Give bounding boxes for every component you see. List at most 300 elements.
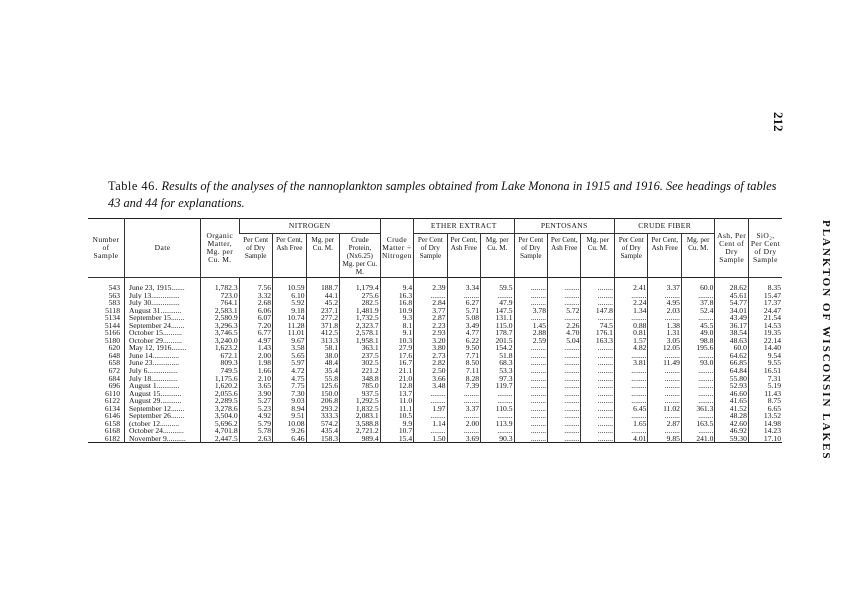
table-row	[88, 344, 782, 352]
cell-sample: 658	[108, 359, 121, 368]
cell-crude-matter: 10.7	[380, 427, 413, 435]
cell-sio2: 19.35	[748, 329, 782, 337]
cell-sio2: 17.10	[748, 435, 782, 443]
cell-n-mg: 293.2	[306, 405, 339, 413]
cell-ether-ash-free: ........	[447, 427, 480, 435]
cell-fiber-pct-dry: 2.24	[614, 299, 647, 307]
table-row	[88, 405, 782, 413]
table-row	[88, 435, 782, 443]
cell-n-mg: 125.6	[306, 382, 339, 390]
cell-ash: 42.60	[715, 420, 748, 428]
cell-sio2: 14.40	[748, 344, 782, 352]
cell-n-pct-dry: 2.00	[239, 352, 272, 360]
header-ether-extract: ETHER EXTRACT	[414, 219, 514, 234]
cell-date: (ctober 12..........	[125, 420, 201, 428]
cell-fiber-mg: 241.0	[681, 435, 715, 443]
cell-n-ash-free: 11.28	[273, 322, 306, 330]
header-ether-ash-free: Per Cent, Ash Free	[447, 234, 480, 278]
header-nitrogen-mg: Mg. per Cu. M.	[306, 234, 339, 278]
cell-sample: 672	[108, 367, 121, 375]
cell-fiber-ash-free: ........	[648, 397, 681, 405]
cell-sample: 563	[108, 291, 121, 300]
header-sample: Number of Sample	[88, 219, 125, 278]
table-row	[88, 427, 782, 435]
cell-ether-pct-dry: ........	[414, 390, 447, 398]
cell-n-pct-dry: 1.43	[239, 344, 272, 352]
cell-n-mg: 35.4	[306, 367, 339, 375]
cell-n-mg: 48.4	[306, 359, 339, 367]
cell-fiber-ash-free: ........	[648, 352, 681, 360]
cell-ether-ash-free: 3.37	[447, 405, 480, 413]
cell-date: October 24...........	[125, 427, 201, 435]
cell-fiber-mg: 45.5	[681, 322, 715, 330]
cell-crude-protein: 1,292.5	[340, 397, 381, 405]
cell-crude-protein: 1,732.5	[340, 314, 381, 322]
table-row	[88, 397, 782, 405]
cell-pent-pct-dry: ........	[514, 367, 547, 375]
cell-crude-protein: 989.4	[340, 435, 381, 443]
cell-n-pct-dry: 3.90	[239, 390, 272, 398]
cell-ash: 46.60	[715, 390, 748, 398]
header-row-groups	[88, 219, 782, 234]
cell-pent-pct-dry: ........	[514, 435, 547, 443]
cell-n-pct-dry: 2.63	[239, 435, 272, 443]
cell-pent-mg: ........	[581, 375, 615, 383]
cell-crude-matter: 10.5	[380, 412, 413, 420]
table-row	[88, 307, 782, 315]
cell-crude-protein: 2,721.2	[340, 427, 381, 435]
cell-crude-protein: 1,481.9	[340, 307, 381, 315]
cell-pent-ash-free: ........	[548, 292, 581, 300]
cell-sample: 6146	[104, 412, 121, 420]
cell-pent-pct-dry: ........	[514, 352, 547, 360]
table-row	[88, 367, 782, 375]
cell-crude-protein: 1,832.5	[340, 405, 381, 413]
cell-ether-ash-free: 5.71	[447, 307, 480, 315]
table-row	[88, 375, 782, 383]
cell-n-pct-dry: 5.23	[239, 405, 272, 413]
cell-n-pct-dry: 5.79	[239, 420, 272, 428]
cell-sio2: 13.52	[748, 412, 782, 420]
cell-ash: 38.54	[715, 329, 748, 337]
cell-fiber-ash-free: 2.87	[648, 420, 681, 428]
cell-n-ash-free: 7.75	[273, 382, 306, 390]
cell-ether-pct-dry: 2.73	[414, 352, 447, 360]
cell-ether-ash-free: 4.77	[447, 329, 480, 337]
cell-organic: 1,623.2	[201, 344, 240, 352]
cell-sample: 684	[108, 374, 121, 383]
cell-pent-ash-free: ........	[548, 367, 581, 375]
cell-pent-ash-free: ........	[548, 359, 581, 367]
cell-organic: 3,296.3	[201, 322, 240, 330]
cell-crude-protein: 785.0	[340, 382, 381, 390]
cell-pent-mg: ........	[581, 344, 615, 352]
cell-fiber-mg: ........	[681, 367, 715, 375]
cell-crude-protein: 221.2	[340, 367, 381, 375]
cell-pent-pct-dry: 1.45	[514, 322, 547, 330]
cell-n-ash-free: 6.10	[273, 292, 306, 300]
cell-fiber-pct-dry: 1.65	[614, 420, 647, 428]
cell-fiber-pct-dry: 6.45	[614, 405, 647, 413]
cell-ash: 60.0	[715, 344, 748, 352]
cell-fiber-pct-dry: 4.01	[614, 435, 647, 443]
cell-fiber-pct-dry: 0.81	[614, 329, 647, 337]
cell-fiber-pct-dry: ........	[614, 412, 647, 420]
cell-date: November 9..........	[125, 435, 201, 443]
cell-pent-ash-free: 5.04	[548, 337, 581, 345]
cell-fiber-pct-dry: ........	[614, 382, 647, 390]
cell-crude-protein: 2,083.1	[340, 412, 381, 420]
cell-organic: 1,175.6	[201, 375, 240, 383]
cell-pent-mg: 147.8	[581, 307, 615, 315]
cell-ether-mg: ........	[481, 292, 514, 300]
cell-ether-ash-free: 7.71	[447, 352, 480, 360]
cell-fiber-ash-free: 9.85	[648, 435, 681, 443]
cell-pent-mg: ........	[581, 367, 615, 375]
cell-n-ash-free: 5.92	[273, 299, 306, 307]
cell-n-pct-dry: 3.32	[239, 292, 272, 300]
cell-ether-mg: ........	[481, 390, 514, 398]
cell-pent-ash-free: ........	[548, 375, 581, 383]
cell-ether-mg: 131.1	[481, 314, 514, 322]
cell-fiber-pct-dry: 3.81	[614, 359, 647, 367]
cell-organic: 3,278.6	[201, 405, 240, 413]
cell-pent-ash-free: ........	[548, 435, 581, 443]
cell-sio2: 8.75	[748, 397, 782, 405]
cell-crude-protein: 2,323.7	[340, 322, 381, 330]
cell-ether-mg: 119.7	[481, 382, 514, 390]
cell-organic: 1,620.2	[201, 382, 240, 390]
cell-date: June 23..............	[125, 359, 201, 367]
cell-ether-mg: 47.9	[481, 299, 514, 307]
cell-pent-pct-dry: ........	[514, 359, 547, 367]
cell-fiber-mg: 49.0	[681, 329, 715, 337]
cell-pent-pct-dry: ........	[514, 405, 547, 413]
cell-fiber-mg: ........	[681, 314, 715, 322]
cell-ether-mg: 115.0	[481, 322, 514, 330]
table-row	[88, 278, 782, 292]
cell-ether-pct-dry: 2.84	[414, 299, 447, 307]
cell-ether-ash-free: ........	[447, 390, 480, 398]
cell-fiber-pct-dry: ........	[614, 397, 647, 405]
cell-n-ash-free: 6.46	[273, 435, 306, 443]
cell-crude-protein: 2,578.1	[340, 329, 381, 337]
header-ash: Ash, Per Cent of Dry Sample	[715, 219, 748, 278]
cell-crude-matter: 27.9	[380, 344, 413, 352]
cell-fiber-mg: 361.3	[681, 405, 715, 413]
cell-pent-pct-dry: ........	[514, 420, 547, 428]
cell-n-ash-free: 7.30	[273, 390, 306, 398]
cell-n-ash-free: 4.75	[273, 375, 306, 383]
cell-organic: 2,289.5	[201, 397, 240, 405]
cell-crude-protein: 937.5	[340, 390, 381, 398]
cell-n-mg: 277.2	[306, 314, 339, 322]
cell-crude-protein: 1,958.1	[340, 337, 381, 345]
cell-crude-matter: 8.1	[380, 322, 413, 330]
cell-organic: 672.1	[201, 352, 240, 360]
cell-organic: 2,583.1	[201, 307, 240, 315]
cell-ether-mg: 113.9	[481, 420, 514, 428]
cell-ether-pct-dry: 1.14	[414, 420, 447, 428]
cell-pent-ash-free: ........	[548, 382, 581, 390]
cell-ether-ash-free: 8.50	[447, 359, 480, 367]
cell-ether-pct-dry: 1.97	[414, 405, 447, 413]
cell-sio2: 14.98	[748, 420, 782, 428]
cell-fiber-mg: ........	[681, 412, 715, 420]
table-row	[88, 359, 782, 367]
cell-sample: 620	[108, 344, 121, 352]
cell-n-pct-dry: 4.97	[239, 337, 272, 345]
cell-fiber-pct-dry: 2.41	[614, 278, 647, 292]
cell-fiber-mg: ........	[681, 397, 715, 405]
cell-crude-matter: 21.0	[380, 375, 413, 383]
table-row	[88, 322, 782, 330]
cell-fiber-ash-free: 3.05	[648, 337, 681, 345]
cell-sio2: 16.51	[748, 367, 782, 375]
cell-date: July 30...............	[125, 299, 201, 307]
cell-pent-mg: ........	[581, 435, 615, 443]
cell-ether-pct-dry: ........	[414, 412, 447, 420]
caption-text: Results of the analyses of the nannoplankton samples obtained from Lake Monona in 1915 and 1916. See headings of tables 43 and 44 for explanations.	[108, 179, 777, 210]
cell-ether-ash-free: 7.11	[447, 367, 480, 375]
cell-n-pct-dry: 6.06	[239, 307, 272, 315]
table-label: Table 46.	[108, 179, 159, 193]
cell-pent-pct-dry: ........	[514, 382, 547, 390]
cell-organic: 749.5	[201, 367, 240, 375]
cell-sample: 5118	[105, 306, 121, 315]
cell-ether-pct-dry: ........	[414, 397, 447, 405]
cell-sio2: 6.65	[748, 405, 782, 413]
table-row	[88, 329, 782, 337]
cell-fiber-ash-free: ........	[648, 390, 681, 398]
table-row	[88, 292, 782, 300]
cell-n-pct-dry: 1.98	[239, 359, 272, 367]
table-body	[88, 278, 782, 443]
cell-date: August 1............	[125, 382, 201, 390]
cell-fiber-mg: ........	[681, 375, 715, 383]
cell-date: June 23, 1915.......	[125, 278, 201, 292]
cell-crude-matter: 15.4	[380, 435, 413, 443]
cell-n-mg: 237.1	[306, 307, 339, 315]
cell-n-mg: 313.3	[306, 337, 339, 345]
cell-n-ash-free: 3.58	[273, 344, 306, 352]
cell-n-ash-free: 4.72	[273, 367, 306, 375]
header-crude-fiber: CRUDE FIBER	[614, 219, 714, 234]
cell-fiber-pct-dry: ........	[614, 367, 647, 375]
cell-n-ash-free: 9.03	[273, 397, 306, 405]
cell-sample: 543	[108, 283, 121, 292]
cell-pent-mg: ........	[581, 412, 615, 420]
cell-sio2: 15.47	[748, 292, 782, 300]
cell-ether-mg: 51.8	[481, 352, 514, 360]
cell-ether-ash-free: ........	[447, 412, 480, 420]
header-date: Date	[125, 219, 201, 278]
cell-fiber-ash-free: 1.31	[648, 329, 681, 337]
cell-date: August 31...........	[125, 307, 201, 315]
cell-ash: 41.65	[715, 397, 748, 405]
cell-ash: 52.93	[715, 382, 748, 390]
header-organic: Organic Matter, Mg. per Cu. M.	[201, 219, 240, 278]
cell-pent-pct-dry: ........	[514, 292, 547, 300]
cell-n-mg: 188.7	[306, 278, 339, 292]
header-fiber-pct-dry: Per Cent of Dry Sample	[614, 234, 647, 278]
cell-n-ash-free: 5.65	[273, 352, 306, 360]
table-row	[88, 352, 782, 360]
cell-n-ash-free: 8.94	[273, 405, 306, 413]
cell-fiber-ash-free: 1.38	[648, 322, 681, 330]
cell-fiber-ash-free: ........	[648, 375, 681, 383]
cell-sample: 5134	[104, 314, 121, 322]
cell-fiber-pct-dry: ........	[614, 375, 647, 383]
cell-n-ash-free: 10.74	[273, 314, 306, 322]
cell-n-pct-dry: 1.66	[239, 367, 272, 375]
cell-ether-mg: 178.7	[481, 329, 514, 337]
cell-fiber-mg: 60.0	[681, 278, 715, 292]
cell-crude-protein: 275.6	[340, 292, 381, 300]
cell-ash: 64.84	[715, 367, 748, 375]
cell-fiber-pct-dry: 0.88	[614, 322, 647, 330]
cell-ether-pct-dry: 3.20	[414, 337, 447, 345]
cell-ether-mg: 201.5	[481, 337, 514, 345]
cell-sio2: 9.54	[748, 352, 782, 360]
cell-date: September 12.......	[125, 405, 201, 413]
cell-date: October 15..........	[125, 329, 201, 337]
cell-organic: 723.0	[201, 292, 240, 300]
cell-ether-pct-dry: 2.93	[414, 329, 447, 337]
header-sio2: SiO₂, Per Cent of Dry Sample	[748, 219, 782, 278]
cell-pent-pct-dry: ........	[514, 299, 547, 307]
header-fiber-ash-free: Per Cent, Ash Free	[648, 234, 681, 278]
cell-crude-matter: 16.8	[380, 299, 413, 307]
cell-n-pct-dry: 4.92	[239, 412, 272, 420]
cell-fiber-pct-dry: ........	[614, 352, 647, 360]
cell-crude-matter: 17.6	[380, 352, 413, 360]
cell-sio2: 8.35	[748, 278, 782, 292]
cell-pent-mg: ........	[581, 292, 615, 300]
cell-n-pct-dry: 2.68	[239, 299, 272, 307]
table-row	[88, 299, 782, 307]
cell-ether-ash-free: ........	[447, 397, 480, 405]
cell-fiber-ash-free: 11.02	[648, 405, 681, 413]
cell-ether-mg: 154.2	[481, 344, 514, 352]
cell-crude-protein: 348.8	[340, 375, 381, 383]
cell-ether-pct-dry: 2.87	[414, 314, 447, 322]
cell-ash: 41.52	[715, 405, 748, 413]
cell-fiber-ash-free: ........	[648, 427, 681, 435]
header-nitrogen-pct-dry: Per Cent of Dry Sample	[243, 236, 269, 260]
cell-ash: 59.30	[715, 435, 748, 443]
cell-pent-ash-free: 5.72	[548, 307, 581, 315]
cell-crude-protein: 1,179.4	[340, 278, 381, 292]
cell-pent-mg: ........	[581, 352, 615, 360]
cell-organic: 2,447.5	[201, 435, 240, 443]
cell-pent-ash-free: ........	[548, 420, 581, 428]
cell-fiber-mg: 37.8	[681, 299, 715, 307]
cell-ether-mg: 97.3	[481, 375, 514, 383]
cell-crude-matter: 11.0	[380, 397, 413, 405]
cell-fiber-mg: 52.4	[681, 307, 715, 315]
cell-n-mg: 44.1	[306, 292, 339, 300]
cell-sample: 583	[108, 299, 121, 307]
cell-crude-matter: 9.9	[380, 420, 413, 428]
cell-n-ash-free: 9.51	[273, 412, 306, 420]
cell-n-ash-free: 10.59	[273, 278, 306, 292]
cell-sio2: 14.53	[748, 322, 782, 330]
cell-pent-mg: ........	[581, 299, 615, 307]
cell-ash: 64.62	[715, 352, 748, 360]
cell-n-mg: 333.3	[306, 412, 339, 420]
cell-ether-mg: ........	[481, 397, 514, 405]
cell-fiber-mg: ........	[681, 292, 715, 300]
cell-ether-mg: 53.3	[481, 367, 514, 375]
cell-pent-ash-free: ........	[548, 278, 581, 292]
cell-date: September 26.......	[125, 412, 201, 420]
cell-ash: 36.17	[715, 322, 748, 330]
cell-sample: 6134	[104, 404, 121, 413]
cell-ether-pct-dry: 3.77	[414, 307, 447, 315]
cell-organic: 3,746.5	[201, 329, 240, 337]
cell-n-pct-dry: 6.77	[239, 329, 272, 337]
cell-crude-matter: 9.4	[380, 278, 413, 292]
cell-date: July 6................	[125, 367, 201, 375]
cell-fiber-mg: 93.0	[681, 359, 715, 367]
cell-n-pct-dry: 6.07	[239, 314, 272, 322]
cell-n-pct-dry: 5.27	[239, 397, 272, 405]
cell-ether-ash-free: 6.27	[447, 299, 480, 307]
cell-n-mg: 55.8	[306, 375, 339, 383]
cell-sio2: 17.37	[748, 299, 782, 307]
cell-ether-ash-free: 9.50	[447, 344, 480, 352]
cell-ash: 48.63	[715, 337, 748, 345]
cell-date: October 29..........	[125, 337, 201, 345]
cell-ether-pct-dry: 2.50	[414, 367, 447, 375]
cell-pent-mg: ........	[581, 420, 615, 428]
table-row	[88, 420, 782, 428]
table-row	[88, 390, 782, 398]
cell-ether-ash-free: 3.69	[447, 435, 480, 443]
cell-fiber-mg: ........	[681, 382, 715, 390]
cell-pent-mg: ........	[581, 397, 615, 405]
cell-crude-matter: 10.9	[380, 307, 413, 315]
header-nitrogen: NITROGEN	[239, 219, 380, 234]
cell-fiber-mg: 163.5	[681, 420, 715, 428]
cell-pent-ash-free: ........	[548, 405, 581, 413]
cell-crude-matter: 11.1	[380, 405, 413, 413]
cell-sample: 6158	[104, 419, 121, 428]
table-row	[88, 382, 782, 390]
header-pentosans: PENTOSANS	[514, 219, 614, 234]
cell-pent-mg: ........	[581, 314, 615, 322]
cell-crude-protein: 363.1	[340, 344, 381, 352]
cell-ether-ash-free: 2.00	[447, 420, 480, 428]
cell-ether-pct-dry: 2.23	[414, 322, 447, 330]
cell-pent-mg: ........	[581, 359, 615, 367]
cell-organic: 5,696.2	[201, 420, 240, 428]
cell-crude-matter: 16.3	[380, 292, 413, 300]
cell-n-pct-dry: 3.65	[239, 382, 272, 390]
cell-ether-ash-free: 6.22	[447, 337, 480, 345]
cell-ether-mg: ........	[481, 412, 514, 420]
cell-sio2: 7.31	[748, 375, 782, 383]
cell-crude-protein: 302.5	[340, 359, 381, 367]
cell-pent-pct-dry: ........	[514, 314, 547, 322]
cell-sio2: 14.23	[748, 427, 782, 435]
cell-fiber-mg: 195.6	[681, 344, 715, 352]
cell-pent-mg: ........	[581, 405, 615, 413]
cell-ether-ash-free: ........	[447, 292, 480, 300]
cell-ether-ash-free: 3.49	[447, 322, 480, 330]
cell-ether-mg: ........	[481, 427, 514, 435]
